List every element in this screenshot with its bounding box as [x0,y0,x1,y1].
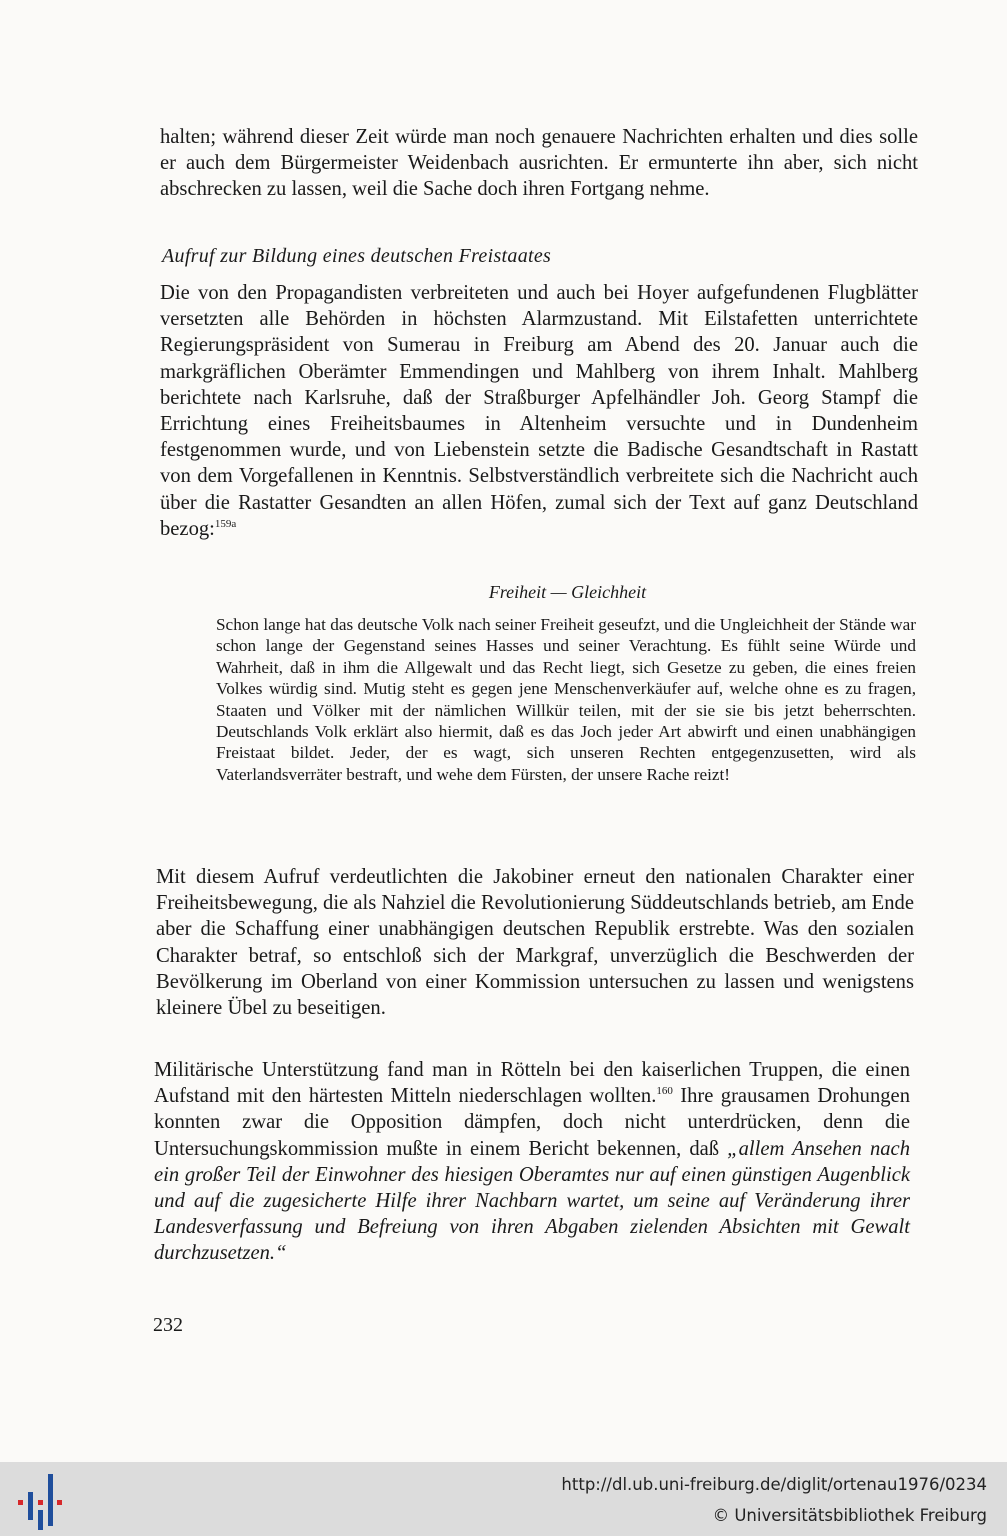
block-quote-text: Schon lange hat das deutsche Volk nach seiner Freiheit geseufzt, und die Ungleichheit der Stände war schon lange der Gegenstand seines Hasses und seiner Verachtung. Es fühlt seine Würde und Wahrheit, daß in ihm die Allgewalt und das Recht liegt, sich Gesetze zu geben, die eines freien Volkes würdig sind. Mutig steht es gegen jene Menschenverkäufer auf, welche ohne es zu fragen, Staaten und Völker mit der nämlichen Willkür teilen, mit der sie sie bis jetzt beherrschten. Deutschlands Volk erklärt also hiermit, daß es das Joch jeder Art abwirft und einen unabhängigen Freistaat bildet. Jeder, der es wagt, sich unseren Rechten entgegenzusetten, wird als Vaterlandsverräter bestraft, und wehe dem Fürsten, der unsere Rache reizt! [216,615,916,784]
section-heading: Aufruf zur Bildung eines deutschen Freistaates [162,245,552,267]
paragraph-3 [156,864,914,1021]
page-number: 232 [153,1314,183,1336]
paragraph-2-text: Die von den Propagandisten verbreiteten und auch bei Hoyer aufgefundenen Flugblätter versetzten alle Behörden in höchsten Alarmzustand. Mit Eilstafetten unterrichtete Regierungspräsident von Sumerau in Freiburg am Abend des 20. Januar auch die markgräflichen Oberämter Emmendingen und Mahlberg von ihrem Inhalt. Mahlberg berichtete nach Karlsruhe, daß der Straßburger Apfelhändler Joh. Georg Stampf die Errichtung eines Freiheitsbaumes in Altenheim versuchte und in Dundenheim festgenommen wurde, und von Liebenstein setzte die Badische Gesandtschaft in Rastatt von dem Vorgefallenen in Kenntnis. Selbstverständlich verbreitete sich die Nachricht auch über die Rastatter Gesandten an allen Höfen, zumal sich der Text auf ganz Deutschland bezog: [160,282,918,540]
copyright-text: © Universitätsbibliothek Freiburg [712,1506,987,1525]
paragraph-4-text-a: Militärische Unterstützung fand man in Rötteln bei den kaiserlichen Truppen, die einen Aufstand mit den härtesten Mitteln niederschlagen wollten. [154,1059,910,1108]
source-url-link[interactable]: http://dl.ub.uni-freiburg.de/diglit/ortenau1976/0234 [561,1475,987,1494]
block-quote [216,614,916,785]
paragraph-4-quote: „allem Ansehen nach ein großer Teil der Einwohner des hiesigen Oberamtes nur auf einen günstigen Augenblick und auf die zugesicherte Hilfe ihrer Nachbarn wartet, um seine auf Veränderung ihrer Landesverfassung und Befreiung von ihren Abgaben zielenden Absichten mit Gewalt durchzusetzen.“ [154,1137,910,1265]
paragraph-4-text-b: Ihre grausamen Drohungen konnten zwar die Opposition dämpfen, doch nicht unterdrücken, denn die Untersuchungskommission mußte in einem Bericht bekennen, daß [154,1085,910,1160]
footnote-160: 160 [656,1085,673,1098]
footer-bar [0,1462,1007,1536]
paragraph-2 [160,280,918,542]
paragraph-1-text: halten; während dieser Zeit würde man noch genauere Nachrichten erhalten und dies solle er auch dem Bürgermeister Weidenbach ausrichten. Er ermunterte ihn aber, sich nicht abschrecken zu lassen, weil die Sache doch ihren Fortgang nehme. [160,126,918,201]
quote-title: Freiheit — Gleichheit [488,582,647,602]
ub-freiburg-logo-icon[interactable] [14,1470,64,1530]
paragraph-4 [154,1057,910,1267]
footnote-159a: 159a [214,517,237,530]
paragraph-1 [160,124,918,203]
paragraph-3-text: Mit diesem Aufruf verdeutlichten die Jakobiner erneut den nationalen Charakter einer Freiheitsbewegung, die als Nahziel die Revolutionierung Süddeutschlands betrieb, am Ende aber die Schaffung einer unabhängigen deutschen Republik erstrebte. Was den sozialen Charakter betraf, so entschloß sich der Markgraf, unverzüglich die Beschwerden der Bevölkerung im Oberland von einer Kommission untersuchen zu lassen und wenigstens kleinere Übel zu beseitigen. [156,866,914,1020]
